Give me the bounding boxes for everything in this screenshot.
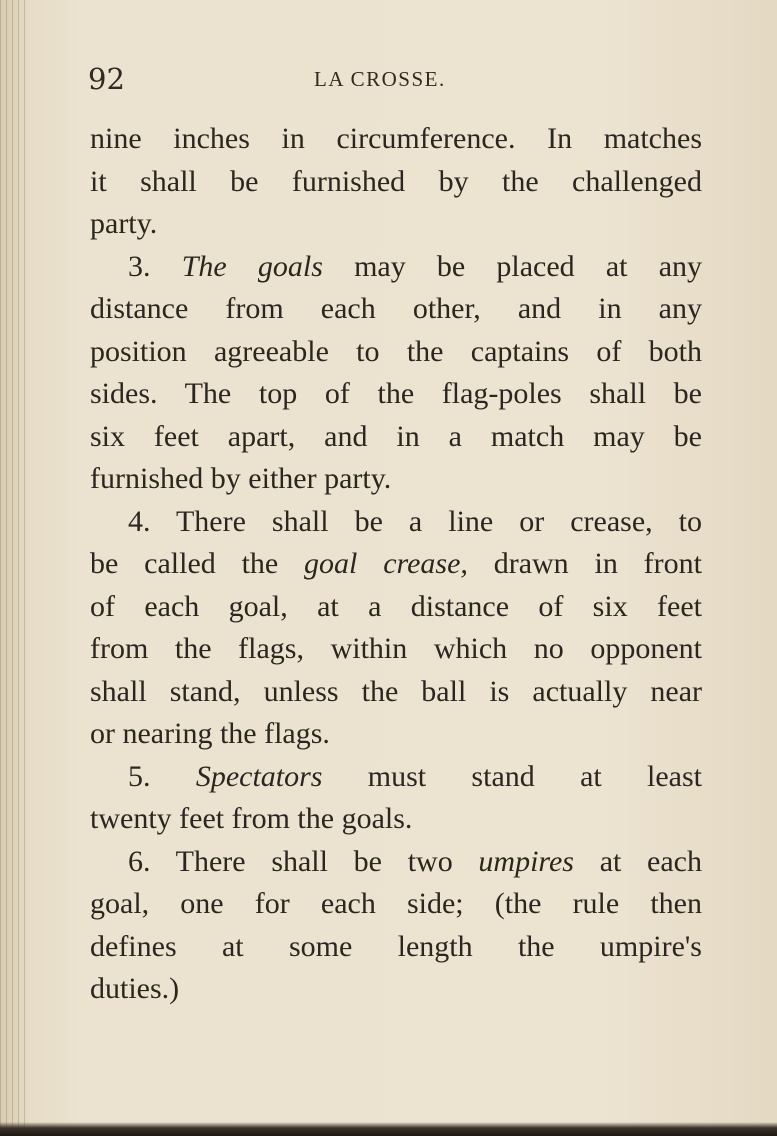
rule-5-line: 5. Spectators must stand at least [128, 759, 703, 793]
text-line: duties.) [90, 972, 180, 1005]
rule-4-line: 4. There shall be a line or crease, to [128, 504, 702, 538]
text-line: six feet apart, and in a match may be [90, 419, 702, 453]
text-line: party. [90, 207, 158, 240]
text-line: from the flags, within which no opponent [90, 632, 702, 665]
rule-6-line: 6. There shall be two umpires at each [128, 844, 702, 878]
text-line: of each goal, at a distance of six feet [90, 589, 702, 623]
page-binding-edge [0, 0, 30, 1136]
body-text [90, 118, 702, 1011]
text-line: twenty feet from the goals. [90, 802, 413, 835]
rule-3-line: 3. The goals may be placed at any [128, 249, 703, 283]
text-line: it shall be furnished by the challenged [90, 164, 702, 198]
text-line: defines at some length the umpire's [90, 929, 702, 963]
italic-term-goals: The goals [181, 249, 323, 283]
text-line: distance from each other, and in any [90, 292, 702, 325]
italic-term-goal-crease: goal crease, [304, 547, 468, 580]
text-line: furnished by either party. [90, 462, 392, 495]
page-header [88, 62, 700, 98]
page-bottom-edge [0, 1122, 777, 1136]
text-line: goal, one for each side; (the rule then [90, 887, 702, 920]
text-line: or nearing the flags. [90, 717, 330, 750]
italic-term-umpires: umpires [478, 844, 574, 878]
text-line: position agreeable to the captains of both [90, 334, 702, 368]
italic-term-spectators: Spectators [195, 759, 323, 793]
text-line: shall stand, unless the ball is actually near [90, 674, 702, 708]
running-title: LA CROSSE. [314, 67, 446, 91]
text-line: be called the goal crease, drawn in front [90, 547, 702, 580]
page-number: 92 [88, 62, 125, 96]
text-line: sides. The top of the flag-poles shall be [90, 377, 702, 410]
text-line: nine inches in circumference. In matches [90, 122, 702, 155]
